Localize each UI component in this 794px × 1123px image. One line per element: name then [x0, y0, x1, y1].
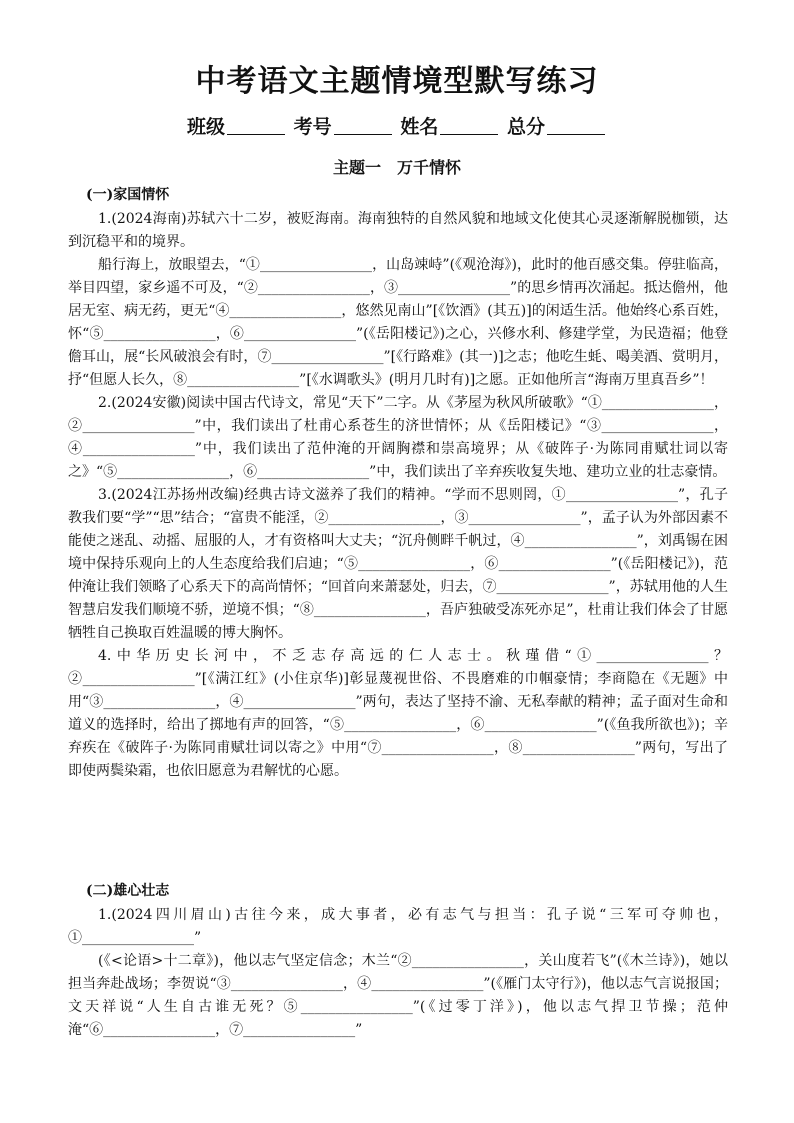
question-paragraph: 3.(2024江苏扬州改编)经典古诗文滋养了我们的精神。“学而不思则罔，①________________”，孔子教我们要“学”“思”结合；“富贵不能淫，②________________，③________________”，孟子认为外部因素不能使之迷乱、动摇、屈服的人，才有资格叫大丈夫；“沉舟侧畔千帆过，④________________”，刘禹锡在困境中保持乐观向上的人生态度给我们启迪；“⑤________________，⑥________________”(《岳阳楼记》)，范仲淹让我们领略了心系天下的高尚情怀；“回首向来萧瑟处，归去，⑦________________”，苏轼用他的人生智慧启发我们顺境不骄，逆境不惧；“⑧________________，吾庐独破受冻死亦足”，杜甫让我们体会了甘愿牺牲自己换取百姓温暖的博大胸怀。 — [68, 487, 728, 641]
section-2-body — [68, 904, 728, 1042]
score-label: 总分 — [506, 116, 545, 138]
question-paragraph: 4.中华历史长河中，不乏志存高远的仁人志士。秋瑾借“①________________？②________________”[《满江红》(小住京华)]彰显蔑视世俗、不畏磨难的巾帼豪情；李商隐在《无题》中用“③________________，④________________”两句，表达了坚持不渝、无私奉献的精神；孟子面对生命和道义的选择时，给出了掷地有声的回答，“⑤________________，⑥________________”(《鱼我所欲也》)；辛弃疾在《破阵子·为陈同甫赋壮词以寄之》中用“⑦________________，⑧________________”两句，写出了即使两鬓染霜，也依旧愿意为君解忧的心愿。 — [68, 648, 728, 779]
section-heading: (一)家国情怀 — [86, 187, 170, 203]
score-blank[interactable] — [547, 116, 605, 135]
exam-no-label: 考号 — [293, 116, 332, 138]
class-blank[interactable] — [227, 116, 285, 135]
section-1-body — [68, 208, 728, 783]
name-label: 姓名 — [400, 116, 439, 138]
student-info-line — [0, 112, 794, 139]
question-paragraph: 1.(2024四川眉山)古往今来，成大事者，必有志气与担当：孔子说“三军可夺帅也，①________________” — [68, 907, 728, 946]
question-paragraph: 2.(2024安徽)阅读中国古代诗文，常见“天下”二字。从《茅屋为秋风所破歌》“①________________，②________________”中，我们读出了杜甫心系苍生的济世情怀；从《岳阳楼记》“③________________，④________________”中，我们读出了范仲淹的开阔胸襟和崇高境界；从《破阵子·为陈同甫赋壮词以寄之》“⑤________________，⑥________________”中，我们读出了辛弃疾收复失地、建功立业的壮志豪情。 — [68, 395, 728, 480]
theme-heading: 主题一 万千情怀 — [332, 158, 461, 177]
exam-no-blank[interactable] — [334, 116, 392, 135]
question-paragraph: (《<论语>十二章》)，他以志气坚定信念；木兰“②________________，关山度若飞”(《木兰诗》)，她以担当奔赴战场；李贺说“③________________，④________________”(《雁门太守行》)，他以志气言说报国；文天祥说“人生自古谁无死？⑤________________”(《过零丁洋》)，他以志气捍卫节操；范仲淹“⑥________________，⑦________________” — [68, 953, 728, 1038]
section-heading: (二)雄心壮志 — [86, 883, 170, 899]
page-title: 中考语文主题情境型默写练习 — [195, 64, 599, 99]
question-paragraph: 1.(2024海南)苏轼六十二岁，被贬海南。海南独特的自然风貌和地域文化使其心灵逐渐解脱枷锁，达到沉稳平和的境界。 — [68, 211, 728, 250]
name-blank[interactable] — [440, 116, 498, 135]
class-label: 班级 — [187, 116, 226, 138]
question-paragraph: 船行海上，放眼望去，“①________________，山岛竦峙”(《观沧海》)，此时的他百感交集。停驻临高，举目四望，家乡遥不可及，“②________________，③________________”的思乡情再次涌起。抵达儋州，他居无室、病无药，更无“④________________，悠然见南山”[《饮酒》(其五)]的闲适生活。他始终心系百姓，怀“⑤________________，⑥________________”(《岳阳楼记》)之心，兴修水利、修建学堂，为民造福；他登儋耳山，展“长风破浪会有时，⑦________________”[《行路难》(其一)]之志；他吃生蚝、喝美酒、赏明月，抒“但愿人长久，⑧________________”[《水调歌头》(明月几时有)]之愿。正如他所言“海南万里真吾乡”！ — [68, 257, 728, 388]
